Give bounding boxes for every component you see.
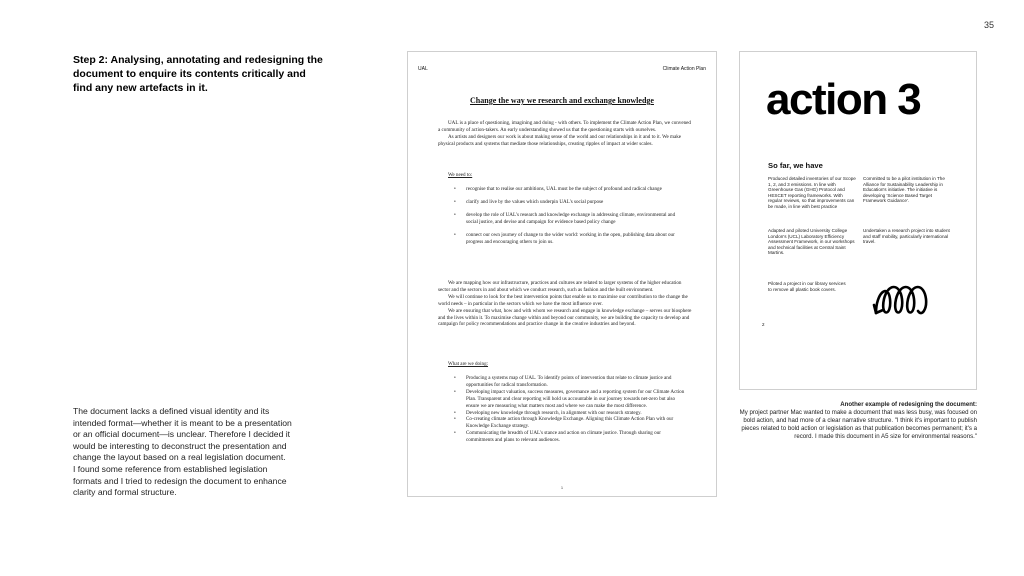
list-item: • develop the role of UAL's research and knowledge exchange in addressing climate, environmental and social justice, and devise and campaign for evidence based policy change bbox=[454, 211, 676, 225]
doc-header-right: Climate Action Plan bbox=[662, 66, 706, 72]
doc-mid-para-3: We are ensuring that what, how and with whom we research and engage in knowledge exchange – serves our biosphere and the lives within it. To maximise change within and beyond our community, we are building the capacity to develop and campaign for policy recommendations and practice change in the creative industries and beyond. bbox=[438, 307, 692, 328]
doc-middle bbox=[438, 280, 693, 328]
description-paragraph: The document lacks a defined visual identity and its intended format—whether it is meant to be a presentation or an official document—is unclear. Therefore I decided it would be interesting to deconstruct the presentation and change the layout based on a real legislation document. I found some reference from established legislation formats and I tried to redesign the document to enhance clarity and formal structure. bbox=[73, 406, 292, 498]
list-item: • Developing impact valuation, success measures, governance and a reporting system for our Climate Action Plan. Transparent and clear reporting will hold us accountable in our journey towards net-zero but also ensure we are measuring what matters most and where we can make the most difference. bbox=[454, 388, 685, 409]
redesign-caption bbox=[737, 401, 977, 441]
doc-intro-para-2: As artists and designers our work is about making sense of the world and our relationships in it and to it. We make physical products and systems that mediate those relationships, creating ripples of impact at wider scales. bbox=[438, 133, 682, 147]
document-page-action-3 bbox=[739, 51, 977, 390]
action-item: Adapted and piloted University College London's (UCL) Laboratory Efficiency Assessment Framework, in our workshops and technical facilities at Central Saint Martins. bbox=[768, 228, 855, 256]
action-item: Piloted a project in our library services to remove all plastic book covers. bbox=[768, 281, 846, 292]
doc-mid-para-2: We will continue to look for the best intervention points that enable us to maximise our contribution to the change the world needs – in particular in the sectors which we have the most influence over. bbox=[438, 293, 688, 307]
action-item: Produced detailed inventories of our Scope 1, 2, and 3 emissions. In line with Greenhouse Gas (GHG) Protocol and HESCET reporting frameworks. With regular reviews, so that improvements can be made, in line with best practice bbox=[768, 176, 856, 209]
action-item: Committed to be a pilot institution in The Alliance for Sustainability Leadership in Education's initiative. The initiative is developing 'Science Based Target Framework Guidance'. bbox=[863, 176, 945, 204]
list-item: • Communicating the breadth of UAL's stance and action on climate justice. Through sharing our commitments and plans to relevant audiences. bbox=[454, 430, 661, 444]
step-heading: Step 2: Analysing, annotating and redesigning the document to enquire its contents critically and find any new artefacts in it. bbox=[73, 54, 323, 94]
caption-text: My project partner Mac wanted to make a document that was less busy, was focused on bold action, and had more of a clear narrative structure. "I think it's important to publish pieces related to bold action or legislation as that publication becomes permanent; it's a record. I made this document in A5 size for environmental reasons." bbox=[739, 409, 977, 440]
spiral-arrow-icon bbox=[872, 277, 936, 323]
doc-intro-para-1: UAL is a place of questioning, imagining and doing - with others. To implement the Climate Action Plan, we convened a community of action-takers. An early understanding showed us that the questioning starts with ourselves. bbox=[438, 120, 691, 133]
list-item: • connect our own journey of change to the wider world: working in the open, publishing data about our progress and encouraging others to join us. bbox=[454, 231, 675, 245]
doc-intro bbox=[438, 120, 693, 148]
list-item: • Developing new knowledge through research, in alignment with our research strategy. bbox=[454, 409, 642, 416]
page-number: 35 bbox=[983, 20, 994, 30]
so-far-heading: So far, we have bbox=[768, 161, 823, 170]
doc-title: Change the way we research and exchange knowledge bbox=[470, 96, 654, 105]
doc-header-left: UAL bbox=[418, 66, 428, 72]
list-item: • clarify and live by the values which underpin UAL's social purpose bbox=[454, 198, 604, 205]
action-item: Undertaken a research project into student and staff mobility, particularly international travel. bbox=[863, 228, 950, 245]
doing-list bbox=[454, 375, 686, 444]
list-item: • Co-creating climate action through Knowledge Exchange. Aligning this Climate Action Plan with our Knowledge Exchange strategy. bbox=[454, 416, 674, 430]
needs-list bbox=[454, 186, 686, 245]
action-title: action 3 bbox=[766, 75, 921, 124]
doc-page-footer: 1 bbox=[560, 485, 564, 490]
list-item: • recognise that to realise our ambitions, UAL must be the subject of profound and radical change bbox=[454, 186, 662, 192]
list-item: • Producing a systems map of UAL. To identify points of intervention that relate to climate justice and opportunities for radical transformation. bbox=[454, 375, 672, 388]
caption-title: Another example of redesigning the document: bbox=[840, 401, 977, 408]
need-label: We need to: bbox=[448, 172, 473, 178]
document-page-climate-action-plan bbox=[407, 51, 717, 497]
doc2-page-number: 2 bbox=[762, 322, 765, 327]
doing-label: What are we doing: bbox=[448, 361, 489, 367]
doc-mid-para-1: We are mapping how our infrastructure, practices and cultures are related to larger systems of the higher education sector and the sectors in and about which we conduct research, such as fashion and the built environment. bbox=[438, 280, 682, 293]
